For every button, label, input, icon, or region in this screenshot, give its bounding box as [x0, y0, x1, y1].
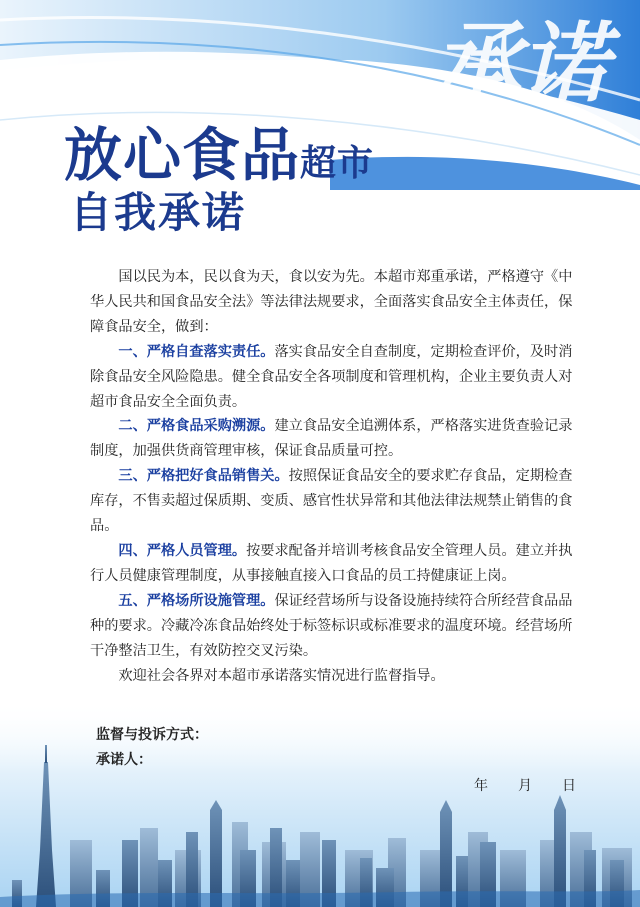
page-title-line2: 自我承诺 [70, 188, 247, 237]
item-text: 保证经营场所与设备设施持续符合所经营食品品种的要求。冷藏冷冻食品始终处于标签标识或标准要求的温度环境。经营场所干净整洁卫生，有效防控交叉污染。 [90, 592, 573, 659]
item-heading: 三、严格把好食品销售关。 [118, 468, 289, 485]
commitment-body [90, 265, 580, 688]
item-text: 落实食品安全自查制度，定期检查评价，及时消除食品安全风险隐患。健全食品安全各项制度和管理机构，企业主要负责人对超市食品安全全面负责。 [90, 343, 573, 410]
contact-method-label: 监督与投诉方式： [96, 727, 208, 743]
date-year-label: 年 [474, 778, 488, 794]
closing-paragraph: 欢迎社会各界对本超市承诺落实情况进行监督指导。 [118, 667, 445, 684]
item-text: 按要求配备并培训考核食品安全管理人员。建立并执行人员健康管理制度，从事接触直接入口食品的员工持健康证上岗。 [90, 542, 573, 584]
date-day-label: 日 [562, 778, 576, 794]
commitment-item-4 [90, 539, 580, 589]
item-text: 按照保证食品安全的要求贮存食品，定期检查库存，不售卖超过保质期、变质、感官性状异常和其他法律法规禁止销售的食品。 [90, 468, 573, 535]
commitment-item-2 [90, 414, 580, 464]
signer-label: 承诺人： [96, 752, 152, 768]
item-heading: 四、严格人员管理。 [118, 542, 247, 559]
title-small-text: 超市 [300, 142, 375, 184]
item-heading: 一、严格自查落实责任。 [118, 343, 275, 360]
calligraphy-glyphs: 承诺 [432, 11, 609, 115]
calligraphy-art [424, 2, 634, 122]
item-heading: 二、严格食品采购溯源。 [118, 418, 275, 435]
item-heading: 五、严格场所设施管理。 [118, 592, 275, 609]
commitment-item-1 [90, 340, 580, 415]
date-line [474, 775, 576, 795]
date-month-label: 月 [518, 778, 532, 794]
intro-paragraph: 国以民为本，民以食为天，食以安为先。本超市郑重承诺，严格遵守《中华人民共和国食品安全法》等法律法规要求，全面落实食品安全主体责任，保障食品安全，做到： [90, 269, 573, 335]
title-big-text: 放心食品 [64, 121, 301, 189]
commitment-item-3 [90, 464, 580, 539]
item-text: 建立食品安全追溯体系，严格落实进货查验记录制度，加强供货商管理审核，保证食品质量可控。 [90, 418, 573, 460]
commitment-item-5 [90, 589, 580, 664]
